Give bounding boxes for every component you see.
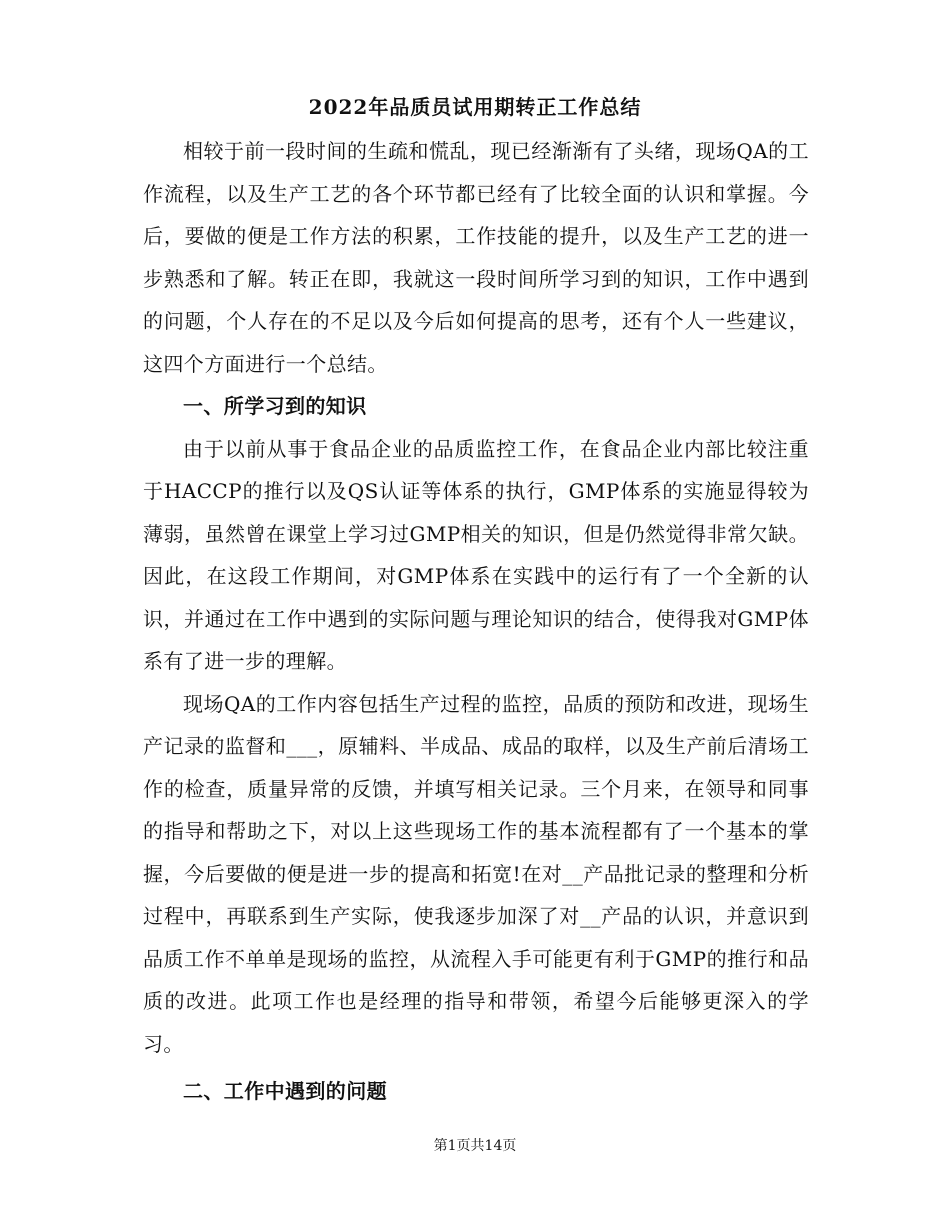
document-body bbox=[143, 130, 809, 1113]
paragraph-knowledge-1: 由于以前从事于食品企业的品质监控工作，在食品企业内部比较注重于HACCP的推行以及QS认证等体系的执行，GMP体系的实施显得较为薄弱，虽然曾在课堂上学习过GMP相关的知识，但是仍然觉得非常欠缺。因此，在这段工作期间，对GMP体系在实践中的运行有了一个全新的认识，并通过在工作中遇到的实际问题与理论知识的结合，使得我对GMP体系有了进一步的理解。 bbox=[143, 436, 809, 673]
paragraph-knowledge-2: 现场QA的工作内容包括生产过程的监控，品质的预防和改进，现场生产记录的监督和___，原辅料、半成品、成品的取样，以及生产前后清场工作的检查，质量异常的反馈，并填写相关记录。三个月来，在领导和同事的指导和帮助之下，对以上这些现场工作的基本流程都有了一个基本的掌握，今后要做的便是进一步的提高和拓宽!在对__产品批记录的整理和分析过程中，再联系到生产实际，使我逐步加深了对__产品的认识，并意识到品质工作不单单是现场的监控，从流程入手可能更有利于GMP的推行和品质的改进。此项工作也是经理的指导和带领，希望今后能够更深入的学习。 bbox=[143, 691, 809, 1056]
page-number-footer: 第1页共14页 bbox=[433, 1138, 517, 1154]
section-heading-problems: 二、工作中遇到的问题 bbox=[183, 1079, 387, 1103]
document-title: 2022年品质员试用期转正工作总结 bbox=[308, 95, 642, 119]
paragraph-intro: 相较于前一段时间的生疏和慌乱，现已经渐渐有了头绪，现场QA的工作流程，以及生产工艺的各个环节都已经有了比较全面的认识和掌握。今后，要做的便是工作方法的积累，工作技能的提升，以及生产工艺的进一步熟悉和了解。转正在即，我就这一段时间所学习到的知识，工作中遇到的问题，个人存在的不足以及今后如何提高的思考，还有个人一些建议，这四个方面进行一个总结。 bbox=[143, 139, 809, 376]
section-heading-knowledge: 一、所学习到的知识 bbox=[183, 394, 367, 418]
